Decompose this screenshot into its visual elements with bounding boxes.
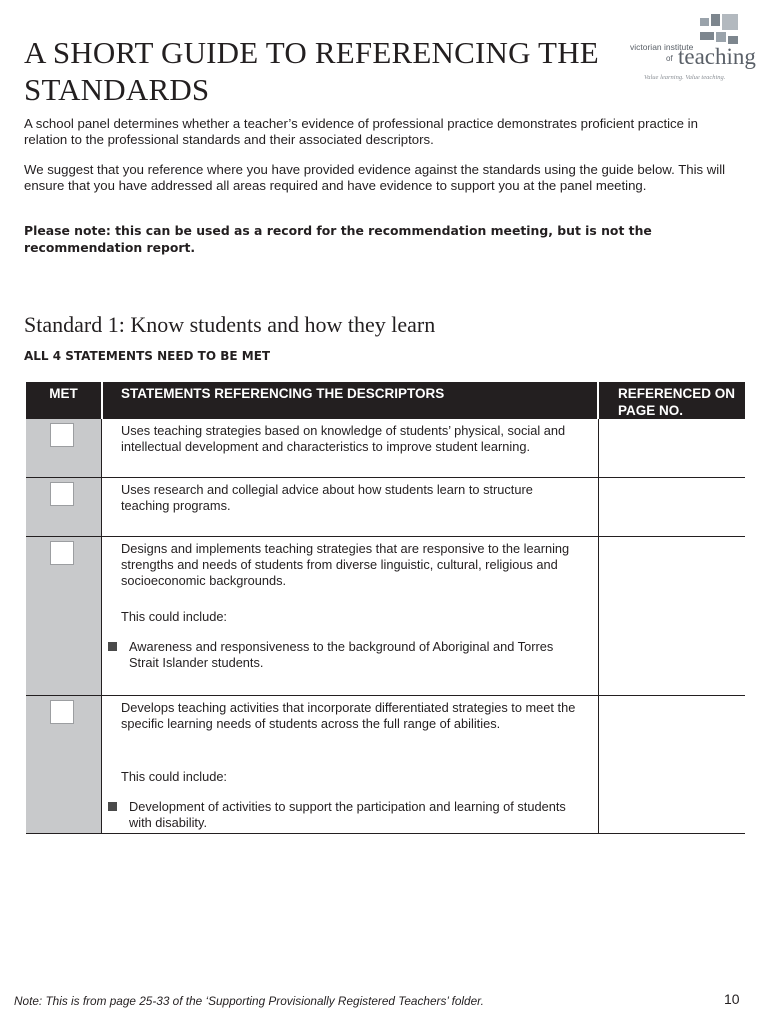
referenced-column-header: REFERENCED ON PAGE NO. (599, 382, 745, 419)
logo-tagline: Value learning. Value teaching. (644, 74, 726, 81)
logo-line3: teaching (678, 44, 756, 69)
statement-text: Designs and implements teaching strategies that are responsive to the learning strengths and needs of students from diverse linguistic, cultural, religious and socioeconomic backgrounds. (121, 541, 570, 588)
page-title: A SHORT GUIDE TO REFERENCING THE STANDARDS (24, 35, 599, 107)
footer-note: Note: This is from page 25-33 of the ‘Supporting Provisionally Registered Teachers’ folder. (14, 994, 484, 1008)
table-header (26, 382, 745, 419)
statement-text: Develops teaching activities that incorporate differentiated strategies to meet the specific learning needs of students across the full range of abilities. (121, 700, 576, 731)
referenced-page-field[interactable] (600, 696, 745, 833)
referenced-page-field[interactable] (600, 478, 745, 536)
met-cell (26, 419, 101, 477)
met-checkbox[interactable] (50, 700, 74, 724)
standard-subtitle: ALL 4 STATEMENTS NEED TO BE MET (24, 349, 271, 363)
logo-line1: victorian institute (630, 42, 694, 52)
met-checkbox[interactable] (50, 482, 74, 506)
list-item (108, 799, 578, 831)
statement-text: Uses research and collegial advice about how students learn to structure teaching programs. (121, 482, 533, 513)
bullet-text: Development of activities to support the participation and learning of students with disability. (129, 799, 566, 830)
met-column-header: MET (26, 382, 101, 419)
page-number: 10 (724, 991, 740, 1007)
statements-column-header: STATEMENTS REFERENCING THE DESCRIPTORS (103, 382, 597, 419)
intro-paragraph-1: A school panel determines whether a teacher’s evidence of professional practice demonstrates proficient practice in relation to the professional standards and their associated descriptors. (24, 116, 698, 147)
table-row (26, 537, 745, 696)
met-cell (26, 478, 101, 536)
vit-logo (620, 14, 756, 84)
table-row (26, 696, 745, 834)
referenced-page-field[interactable] (600, 537, 745, 695)
statement-text: Uses teaching strategies based on knowledge of students’ physical, social and intellectual development and characteristics to improve student learning. (121, 423, 566, 454)
met-cell (26, 696, 101, 833)
standards-table (26, 382, 745, 834)
could-include-label: This could include: (121, 609, 227, 624)
table-row (26, 478, 745, 537)
table-row (26, 419, 745, 478)
please-note: Please note: this can be used as a record for the recommendation meeting, but is not the recommendation report. (24, 223, 652, 255)
could-include-label: This could include: (121, 769, 227, 784)
bullet-text: Awareness and responsiveness to the background of Aboriginal and Torres Strait Islander students. (129, 639, 554, 670)
list-item (108, 639, 578, 671)
met-checkbox[interactable] (50, 541, 74, 565)
referenced-page-field[interactable] (600, 419, 745, 477)
logo-line2: of (666, 54, 673, 63)
intro-paragraph-2: We suggest that you reference where you have provided evidence against the standards using the guide below. This will ensure that you have addressed all areas required and have evidence to support you at the panel meeting. (24, 162, 726, 193)
square-bullet-icon (108, 802, 117, 811)
square-bullet-icon (108, 642, 117, 651)
met-cell (26, 537, 101, 695)
met-checkbox[interactable] (50, 423, 74, 447)
standard-title: Standard 1: Know students and how they learn (24, 312, 436, 337)
